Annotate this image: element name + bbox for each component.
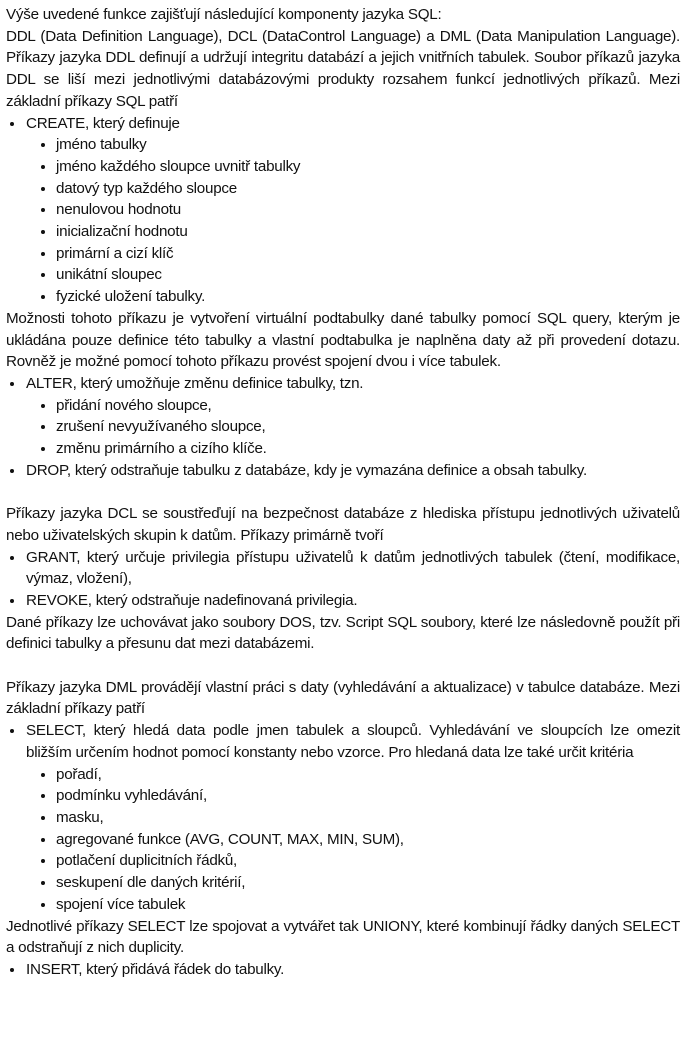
list-item: masku, bbox=[26, 807, 680, 829]
list-item: fyzické uložení tabulky. bbox=[26, 286, 680, 308]
alter-sublist bbox=[26, 395, 680, 460]
list-item: pořadí, bbox=[26, 764, 680, 786]
select-sublist bbox=[26, 764, 680, 916]
list-item: spojení více tabulek bbox=[26, 894, 680, 916]
insert-item: INSERT, který přidává řádek do tabulky. bbox=[6, 959, 680, 981]
intro-paragraph: DDL (Data Definition Language), DCL (DataControl Language) a DML (Data Manipulation Language). Příkazy jazyka DDL definují a udržují integritu databází a jejich vnitřních tabulek. Soubor příkazů jazyka DDL se liší mezi jednotlivými databázovými produkty rozsahem funkcí jednotlivých příkazů. Mezi základní příkazy SQL patří bbox=[6, 27, 680, 110]
dml-paragraph: Příkazy jazyka DML provádějí vlastní práci s daty (vyhledávání a aktualizace) v tabulce databáze. Mezi základní příkazy patří bbox=[6, 678, 680, 718]
list-item: datový typ každého sloupce bbox=[26, 178, 680, 200]
alter-item bbox=[6, 373, 680, 460]
list-item: agregované funkce (AVG, COUNT, MAX, MIN, SUM), bbox=[26, 829, 680, 851]
spacer bbox=[6, 655, 680, 677]
list-item: zrušení nevyužívaného sloupce, bbox=[26, 416, 680, 438]
document-page bbox=[6, 4, 680, 981]
revoke-item: REVOKE, který odstraňuje nadefinovaná privilegia. bbox=[6, 590, 680, 612]
ddl-command-list bbox=[6, 113, 680, 308]
create-label: CREATE, který definuje bbox=[26, 114, 180, 132]
list-item: změnu primárního a cizího klíče. bbox=[26, 438, 680, 460]
dcl-paragraph-2: Dané příkazy lze uchovávat jako soubory DOS, tzv. Script SQL soubory, které lze následovně použít při definici tabulky a přesunu dat mezi databázemi. bbox=[6, 613, 680, 653]
dml-command-list-2 bbox=[6, 959, 680, 981]
drop-item: DROP, který odstraňuje tabulku z databáze, kdy je vymazána definice a obsah tabulky. bbox=[6, 460, 680, 482]
list-item: seskupení dle daných kritérií, bbox=[26, 872, 680, 894]
grant-item: GRANT, který určuje privilegia přístupu uživatelů k datům jednotlivých tabulek (čtení, modifikace, výmaz, vložení), bbox=[6, 547, 680, 590]
select-paragraph: Jednotlivé příkazy SELECT lze spojovat a vytvářet tak UNIONY, které kombinují řádky daných SELECT a odstraňují z nich duplicity. bbox=[6, 917, 680, 957]
list-item: jméno tabulky bbox=[26, 134, 680, 156]
list-item: unikátní sloupec bbox=[26, 264, 680, 286]
alter-label: ALTER, který umožňuje změnu definice tabulky, tzn. bbox=[26, 374, 364, 392]
list-item: primární a cizí klíč bbox=[26, 243, 680, 265]
create-paragraph: Možnosti tohoto příkazu je vytvoření virtuální podtabulky dané tabulky pomocí SQL query, kterým je ukládána pouze definice této tabulky a vlastní podtabulka je naplněna daty až při provedení dotazu. Rovněž je možné pomocí tohoto příkazu provést spojení dvou i více tabulek. bbox=[6, 309, 680, 371]
dml-command-list bbox=[6, 720, 680, 915]
intro-line: Výše uvedené funkce zajišťují následující komponenty jazyka SQL: bbox=[6, 6, 442, 23]
ddl-command-list-2 bbox=[6, 373, 680, 482]
list-item: nenulovou hodnotu bbox=[26, 199, 680, 221]
dcl-command-list bbox=[6, 547, 680, 612]
list-item: podmínku vyhledávání, bbox=[26, 785, 680, 807]
list-item: jméno každého sloupce uvnitř tabulky bbox=[26, 156, 680, 178]
create-item bbox=[6, 113, 680, 308]
select-item bbox=[6, 720, 680, 915]
create-sublist bbox=[26, 134, 680, 308]
list-item: přidání nového sloupce, bbox=[26, 395, 680, 417]
select-label: SELECT, který hledá data podle jmen tabulek a sloupců. Vyhledávání ve sloupcích lze omezit bližším určením hodnot pomocí konstanty nebo vzorce. Pro hledaná data lze také určit kritéria bbox=[26, 722, 680, 761]
list-item: potlačení duplicitních řádků, bbox=[26, 850, 680, 872]
list-item: inicializační hodnotu bbox=[26, 221, 680, 243]
dcl-paragraph: Příkazy jazyka DCL se soustřeďují na bezpečnost databáze z hlediska přístupu jednotlivých uživatelů nebo uživatelských skupin k datům. Příkazy primárně tvoří bbox=[6, 505, 680, 544]
spacer bbox=[6, 481, 680, 503]
